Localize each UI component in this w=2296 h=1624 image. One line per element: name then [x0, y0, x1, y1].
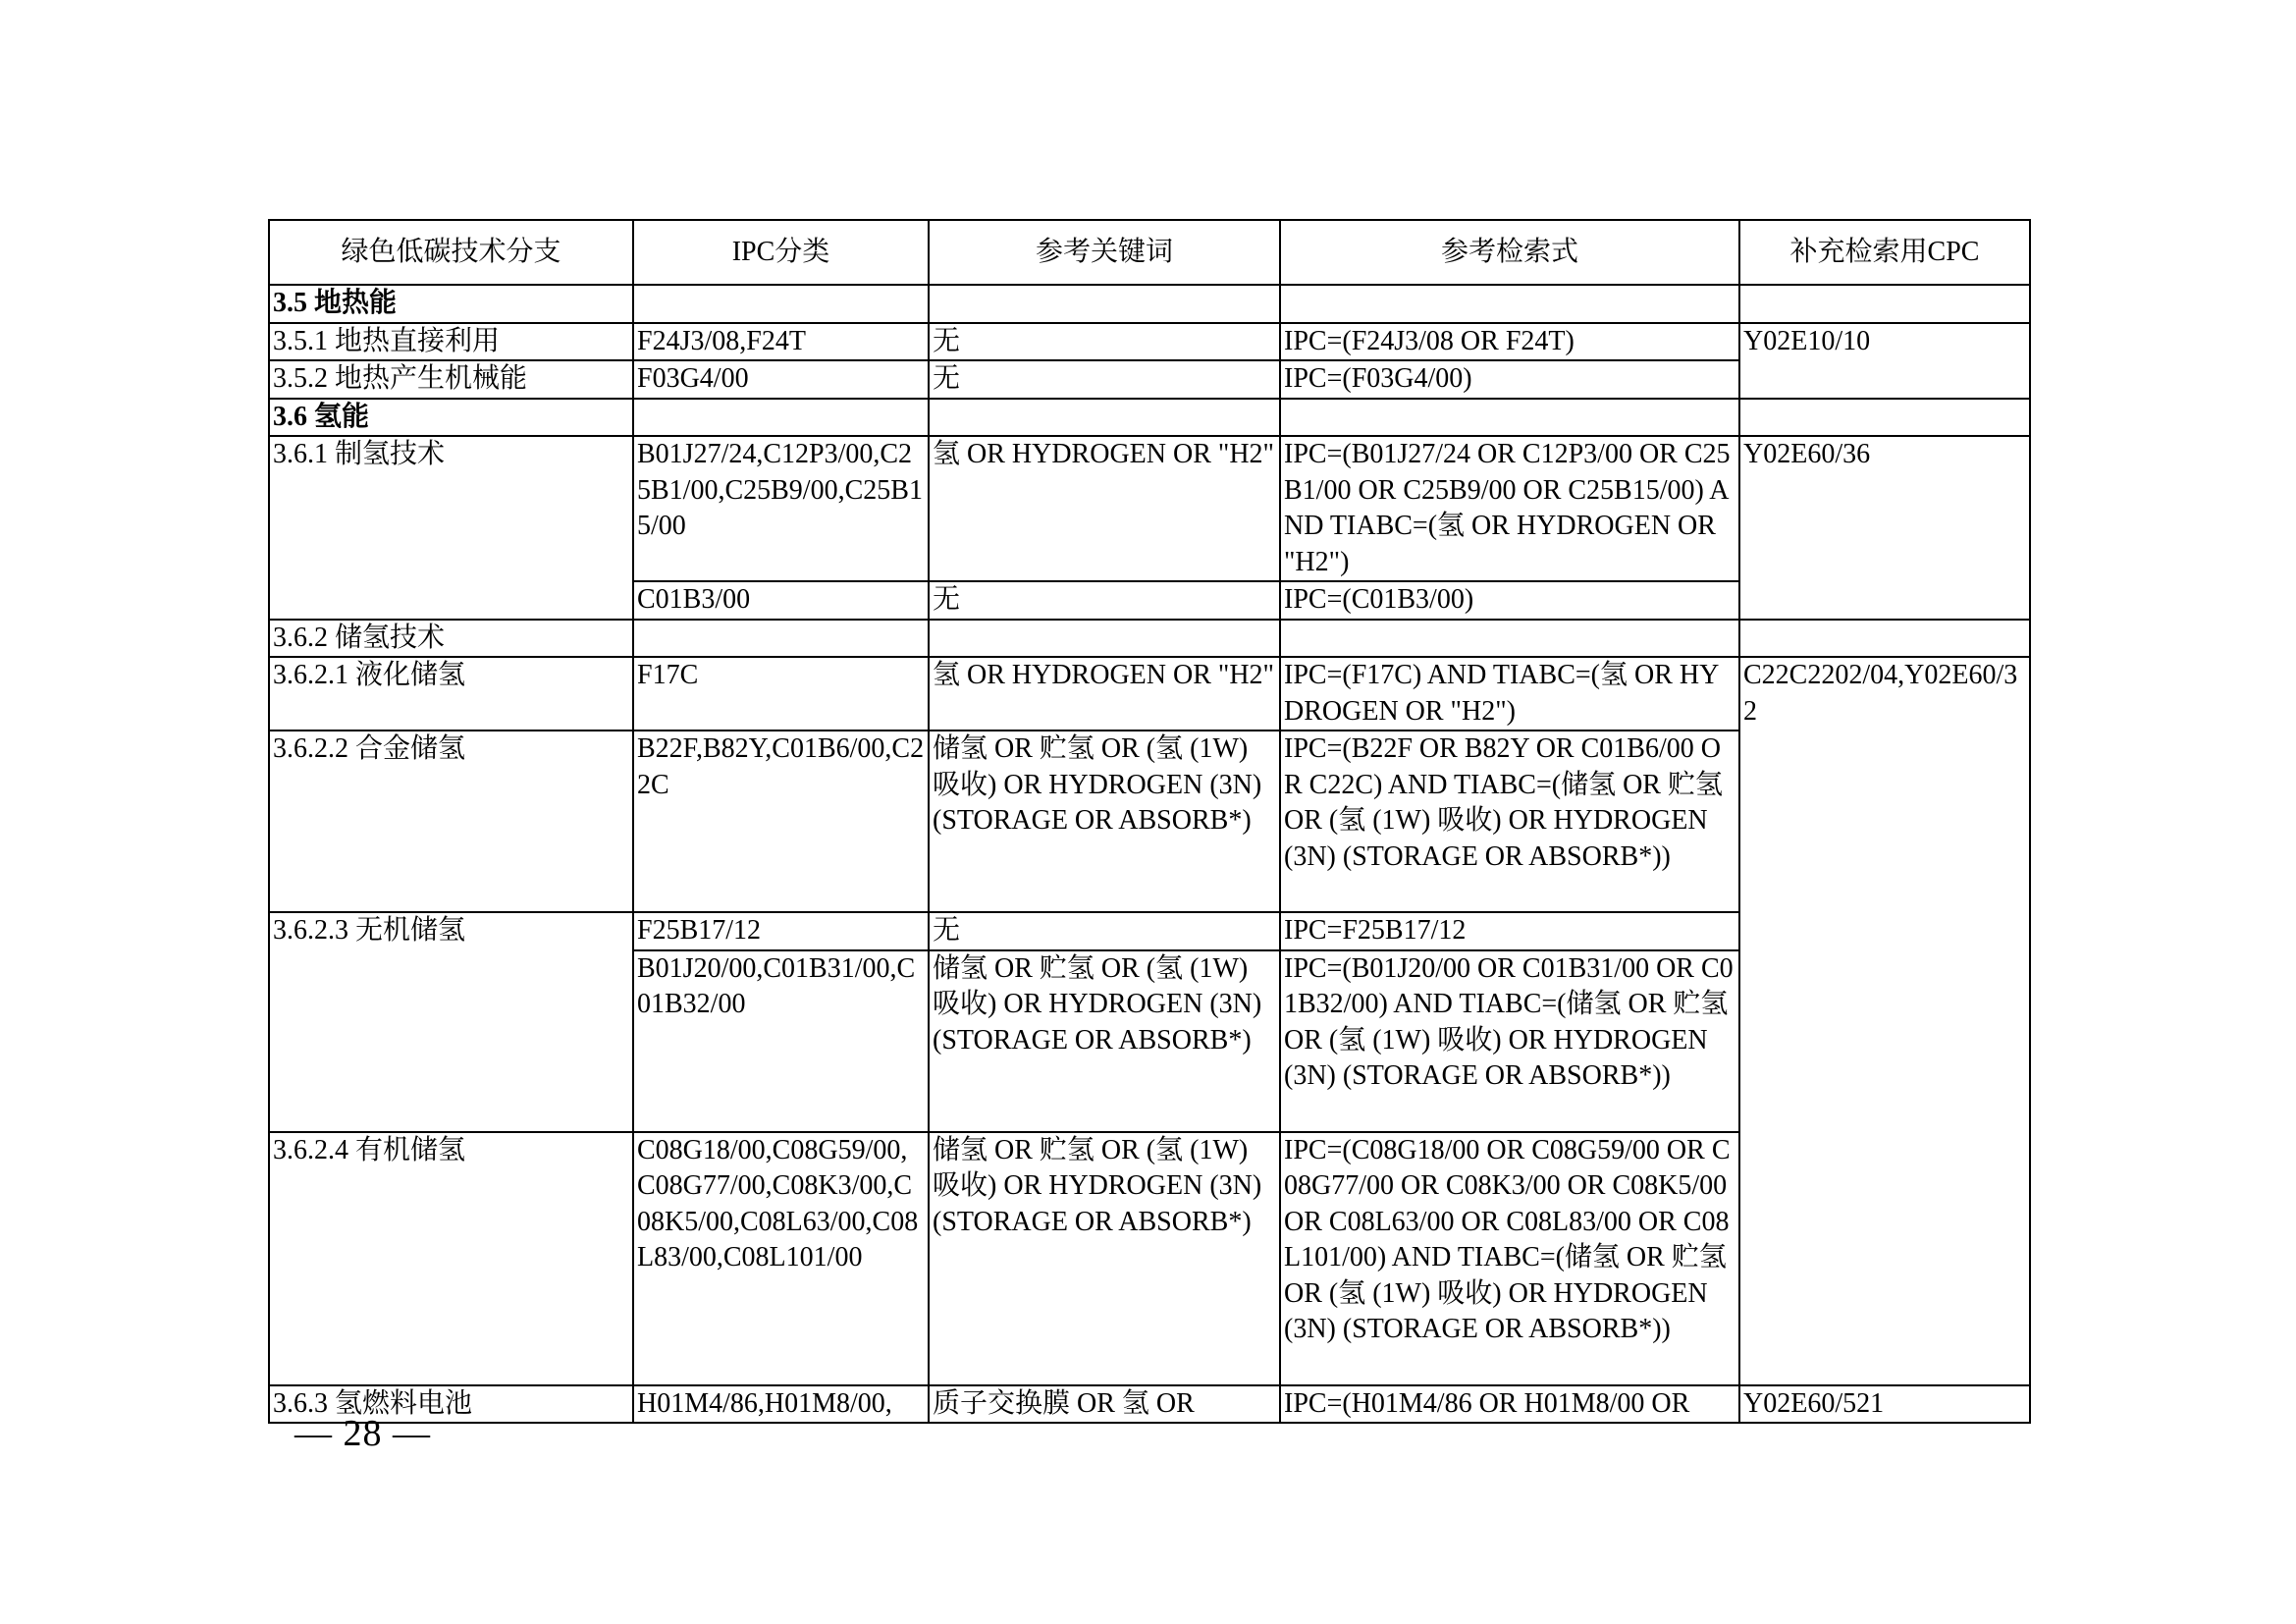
header-ipc: IPC分类: [633, 220, 929, 285]
query-cell: IPC=(B01J27/24 OR C12P3/00 OR C25B1/00 OR C25B9/00 OR C25B15/00) AND TIABC=(氢 OR HYDROGEN OR "H2"): [1280, 436, 1739, 581]
table-header-row: [269, 220, 2030, 285]
ipc-cell: [633, 399, 929, 437]
keywords-cell: 无: [929, 323, 1280, 361]
header-branch: 绿色低碳技术分支: [269, 220, 633, 285]
query-cell: IPC=(H01M4/86 OR H01M8/00 OR: [1280, 1385, 1739, 1424]
cpc-cell: [1739, 285, 2030, 323]
branch-cell: 3.6.2.4 有机储氢: [269, 1132, 633, 1385]
branch-cell: 3.6.2.2 合金储氢: [269, 731, 633, 912]
table-row: [269, 399, 2030, 437]
query-cell: IPC=F25B17/12: [1280, 912, 1739, 950]
ipc-cell: F17C: [633, 657, 929, 731]
branch-cell: 3.5.1 地热直接利用: [269, 323, 633, 361]
cpc-cell: Y02E60/521: [1739, 1385, 2030, 1424]
branch-cell: 3.6.3 氢燃料电池: [269, 1385, 633, 1424]
branch-cell: 3.5 地热能: [269, 285, 633, 323]
branch-cell: 3.6.1 制氢技术: [269, 436, 633, 620]
keywords-cell: [929, 285, 1280, 323]
query-cell: IPC=(B22F OR B82Y OR C01B6/00 OR C22C) AND TIABC=(储氢 OR 贮氢 OR (氢 (1W) 吸收) OR HYDROGEN (3N) (STORAGE OR ABSORB*)): [1280, 731, 1739, 912]
keywords-cell: 无: [929, 360, 1280, 399]
table-row: [269, 657, 2030, 731]
ipc-cell: F25B17/12: [633, 912, 929, 950]
ipc-cell: B01J20/00,C01B31/00,C01B32/00: [633, 950, 929, 1132]
ipc-cell: [633, 285, 929, 323]
query-cell: IPC=(F17C) AND TIABC=(氢 OR HYDROGEN OR "H2"): [1280, 657, 1739, 731]
keywords-cell: 储氢 OR 贮氢 OR (氢 (1W) 吸收) OR HYDROGEN (3N) (STORAGE OR ABSORB*): [929, 1132, 1280, 1385]
keywords-cell: 储氢 OR 贮氢 OR (氢 (1W) 吸收) OR HYDROGEN (3N) (STORAGE OR ABSORB*): [929, 950, 1280, 1132]
query-cell: IPC=(C08G18/00 OR C08G59/00 OR C08G77/00 OR C08K3/00 OR C08K5/00 OR C08L63/00 OR C08L83/00 OR C08L101/00) AND TIABC=(储氢 OR 贮氢 OR (氢 (1W) 吸收) OR HYDROGEN (3N) (STORAGE OR ABSORB*)): [1280, 1132, 1739, 1385]
ipc-cell: [633, 620, 929, 658]
ipc-cell: C01B3/00: [633, 581, 929, 620]
branch-cell: 3.6.2.1 液化储氢: [269, 657, 633, 731]
query-cell: IPC=(F24J3/08 OR F24T): [1280, 323, 1739, 361]
cpc-cell: [1739, 399, 2030, 437]
query-cell: [1280, 399, 1739, 437]
keywords-cell: 无: [929, 581, 1280, 620]
branch-cell: 3.6.2 储氢技术: [269, 620, 633, 658]
keywords-cell: 质子交换膜 OR 氢 OR: [929, 1385, 1280, 1424]
keywords-cell: [929, 399, 1280, 437]
query-cell: [1280, 620, 1739, 658]
branch-cell: 3.6 氢能: [269, 399, 633, 437]
table-row: [269, 285, 2030, 323]
cpc-cell: [1739, 620, 2030, 658]
branch-cell: 3.6.2.3 无机储氢: [269, 912, 633, 1132]
page-number: — 28 —: [294, 1413, 431, 1454]
query-cell: [1280, 285, 1739, 323]
ipc-cell: B01J27/24,C12P3/00,C25B1/00,C25B9/00,C25B15/00: [633, 436, 929, 581]
header-keywords: 参考关键词: [929, 220, 1280, 285]
keywords-cell: 氢 OR HYDROGEN OR "H2": [929, 657, 1280, 731]
cpc-cell: Y02E10/10: [1739, 323, 2030, 399]
table-row: [269, 323, 2030, 361]
header-query: 参考检索式: [1280, 220, 1739, 285]
query-cell: IPC=(C01B3/00): [1280, 581, 1739, 620]
query-cell: IPC=(B01J20/00 OR C01B31/00 OR C01B32/00) AND TIABC=(储氢 OR 贮氢 OR (氢 (1W) 吸收) OR HYDROGEN (3N) (STORAGE OR ABSORB*)): [1280, 950, 1739, 1132]
ipc-cell: C08G18/00,C08G59/00,C08G77/00,C08K3/00,C08K5/00,C08L63/00,C08L83/00,C08L101/00: [633, 1132, 929, 1385]
branch-cell: 3.5.2 地热产生机械能: [269, 360, 633, 399]
keywords-cell: [929, 620, 1280, 658]
cpc-cell: C22C2202/04,Y02E60/32: [1739, 657, 2030, 1385]
keywords-cell: 储氢 OR 贮氢 OR (氢 (1W) 吸收) OR HYDROGEN (3N) (STORAGE OR ABSORB*): [929, 731, 1280, 912]
keywords-cell: 氢 OR HYDROGEN OR "H2": [929, 436, 1280, 581]
table-row: [269, 1385, 2030, 1424]
classification-table: [268, 219, 2031, 1424]
ipc-cell: B22F,B82Y,C01B6/00,C22C: [633, 731, 929, 912]
header-cpc: 补充检索用CPC: [1739, 220, 2030, 285]
ipc-cell: F24J3/08,F24T: [633, 323, 929, 361]
cpc-cell: Y02E60/36: [1739, 436, 2030, 620]
query-cell: IPC=(F03G4/00): [1280, 360, 1739, 399]
table-row: [269, 620, 2030, 658]
ipc-cell: F03G4/00: [633, 360, 929, 399]
table-row: [269, 436, 2030, 581]
keywords-cell: 无: [929, 912, 1280, 950]
ipc-cell: H01M4/86,H01M8/00,: [633, 1385, 929, 1424]
